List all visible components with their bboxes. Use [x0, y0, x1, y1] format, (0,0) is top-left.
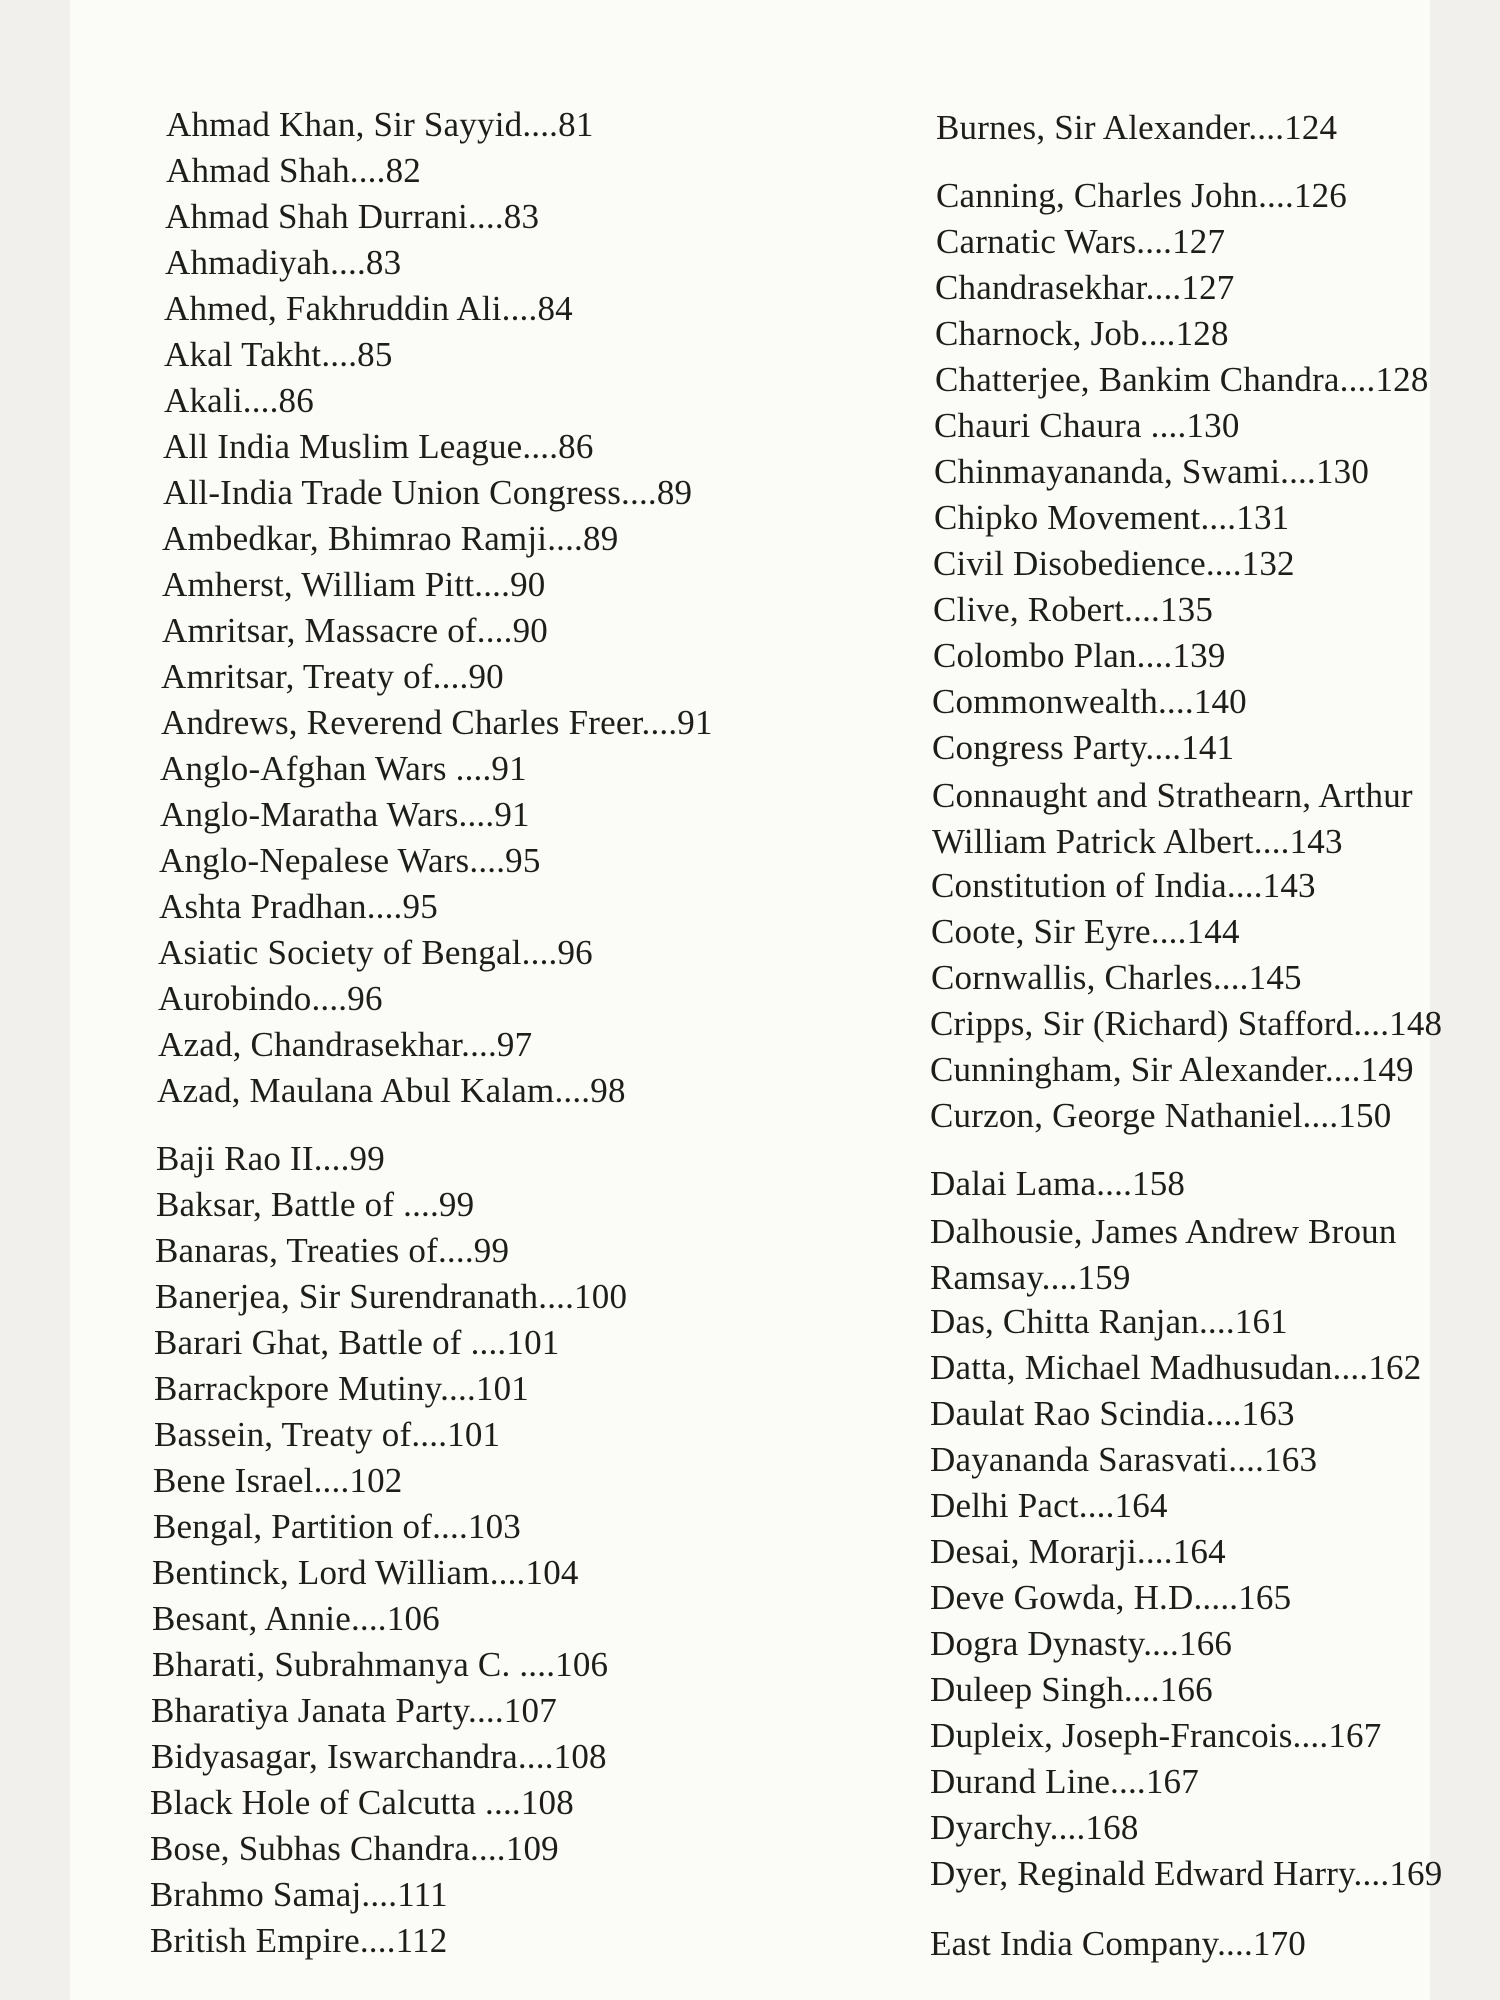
index-entry: Azad, Maulana Abul Kalam....98 — [157, 1071, 626, 1110]
index-entry: Ambedkar, Bhimrao Ramji....89 — [162, 519, 619, 558]
index-entry: Amritsar, Treaty of....90 — [161, 657, 504, 696]
index-entry: Asiatic Society of Bengal....96 — [158, 933, 593, 972]
index-entry: Chinmayananda, Swami....130 — [934, 452, 1370, 491]
index-entry: Barari Ghat, Battle of ....101 — [154, 1323, 560, 1362]
index-entry: Chatterjee, Bankim Chandra....128 — [935, 360, 1429, 399]
index-entry: Anglo-Afghan Wars ....91 — [160, 749, 527, 788]
index-entry: Bharatiya Janata Party....107 — [151, 1691, 557, 1730]
index-entry: Akal Takht....85 — [164, 335, 393, 374]
index-entry: Burnes, Sir Alexander....124 — [936, 108, 1338, 147]
index-entry: Chandrasekhar....127 — [935, 268, 1235, 307]
index-entry: Coote, Sir Eyre....144 — [931, 912, 1240, 951]
index-entry: Curzon, George Nathaniel....150 — [930, 1096, 1392, 1135]
index-entry: Banaras, Treaties of....99 — [155, 1231, 510, 1270]
index-entry: Aurobindo....96 — [158, 979, 383, 1018]
index-entry: Besant, Annie....106 — [152, 1599, 440, 1638]
index-entry: Bassein, Treaty of....101 — [154, 1415, 501, 1454]
index-entry: Dogra Dynasty....166 — [930, 1624, 1233, 1663]
index-entry: Amherst, William Pitt....90 — [162, 565, 546, 604]
index-entry: Civil Disobedience....132 — [933, 544, 1295, 583]
index-entry: Canning, Charles John....126 — [936, 176, 1347, 215]
index-entry: Durand Line....167 — [930, 1762, 1199, 1801]
index-entry: Bene Israel....102 — [153, 1461, 403, 1500]
index-entry: Bose, Subhas Chandra....109 — [150, 1829, 559, 1868]
index-entry: Constitution of India....143 — [931, 866, 1316, 905]
index-page — [70, 0, 1443, 2000]
index-entry: Akali....86 — [164, 381, 314, 420]
index-entry: Andrews, Reverend Charles Freer....91 — [161, 703, 713, 742]
index-entry: Ahmad Shah....82 — [166, 151, 421, 190]
index-entry: Ahmed, Fakhruddin Ali....84 — [164, 289, 573, 328]
index-entry: Carnatic Wars....127 — [936, 222, 1226, 261]
index-entry: Ahmadiyah....83 — [165, 243, 402, 282]
index-entry: Commonwealth....140 — [932, 682, 1247, 721]
index-entry: Dalai Lama....158 — [930, 1164, 1186, 1203]
index-entry: Bentinck, Lord William....104 — [152, 1553, 579, 1592]
index-entry: Bharati, Subrahmanya C. ....106 — [152, 1645, 609, 1684]
index-entry: Colombo Plan....139 — [933, 636, 1226, 675]
index-entry: Daulat Rao Scindia....163 — [930, 1394, 1295, 1433]
index-entry: Brahmo Samaj....111 — [150, 1875, 448, 1914]
index-entry: Duleep Singh....166 — [930, 1670, 1213, 1709]
index-entry: Clive, Robert....135 — [933, 590, 1214, 629]
index-entry: Banerjea, Sir Surendranath....100 — [155, 1277, 628, 1316]
index-entry: Dyer, Reginald Edward Harry....169 — [930, 1854, 1443, 1893]
index-entry: Ahmad Khan, Sir Sayyid....81 — [166, 105, 594, 144]
index-entry: Dayananda Sarasvati....163 — [930, 1440, 1318, 1479]
index-entry: Bengal, Partition of....103 — [153, 1507, 521, 1546]
index-entry: Black Hole of Calcutta ....108 — [150, 1783, 574, 1822]
index-entry: Ashta Pradhan....95 — [159, 887, 438, 926]
index-entry: Cripps, Sir (Richard) Stafford....148 — [930, 1004, 1443, 1043]
index-entry: Desai, Morarji....164 — [930, 1532, 1226, 1571]
index-entry: Delhi Pact....164 — [930, 1486, 1168, 1525]
index-entry: Deve Gowda, H.D.....165 — [930, 1578, 1292, 1617]
index-entry: All-India Trade Union Congress....89 — [163, 473, 693, 512]
index-entry: Bidyasagar, Iswarchandra....108 — [151, 1737, 607, 1776]
index-entry: Congress Party....141 — [932, 728, 1235, 767]
index-entry: Cunningham, Sir Alexander....149 — [930, 1050, 1414, 1089]
index-entry: Dalhousie, James Andrew Broun Ramsay....159 — [930, 1212, 1397, 1297]
index-entry: Cornwallis, Charles....145 — [931, 958, 1302, 997]
index-entry: Baji Rao II....99 — [156, 1139, 385, 1178]
index-entry: Amritsar, Massacre of....90 — [162, 611, 548, 650]
index-entry: Chipko Movement....131 — [934, 498, 1290, 537]
index-entry: Azad, Chandrasekhar....97 — [158, 1025, 533, 1064]
index-entry: All India Muslim League....86 — [163, 427, 594, 466]
index-entry: East India Company....170 — [930, 1924, 1307, 1963]
index-entry: Charnock, Job....128 — [935, 314, 1229, 353]
index-entry: Anglo-Nepalese Wars....95 — [159, 841, 541, 880]
index-entry: Barrackpore Mutiny....101 — [154, 1369, 529, 1408]
index-entry: Connaught and Strathearn, Arthur William Patrick Albert....143 — [932, 776, 1413, 861]
index-entry: Baksar, Battle of ....99 — [156, 1185, 475, 1224]
index-entry: Anglo-Maratha Wars....91 — [160, 795, 530, 834]
index-entry: Das, Chitta Ranjan....161 — [930, 1302, 1288, 1341]
index-entry: British Empire....112 — [150, 1921, 448, 1960]
index-entry: Ahmad Shah Durrani....83 — [165, 197, 540, 236]
index-entry: Dyarchy....168 — [930, 1808, 1139, 1847]
index-entry: Datta, Michael Madhusudan....162 — [930, 1348, 1422, 1387]
index-entry: Chauri Chaura ....130 — [934, 406, 1240, 445]
index-entry: Dupleix, Joseph-Francois....167 — [930, 1716, 1382, 1755]
